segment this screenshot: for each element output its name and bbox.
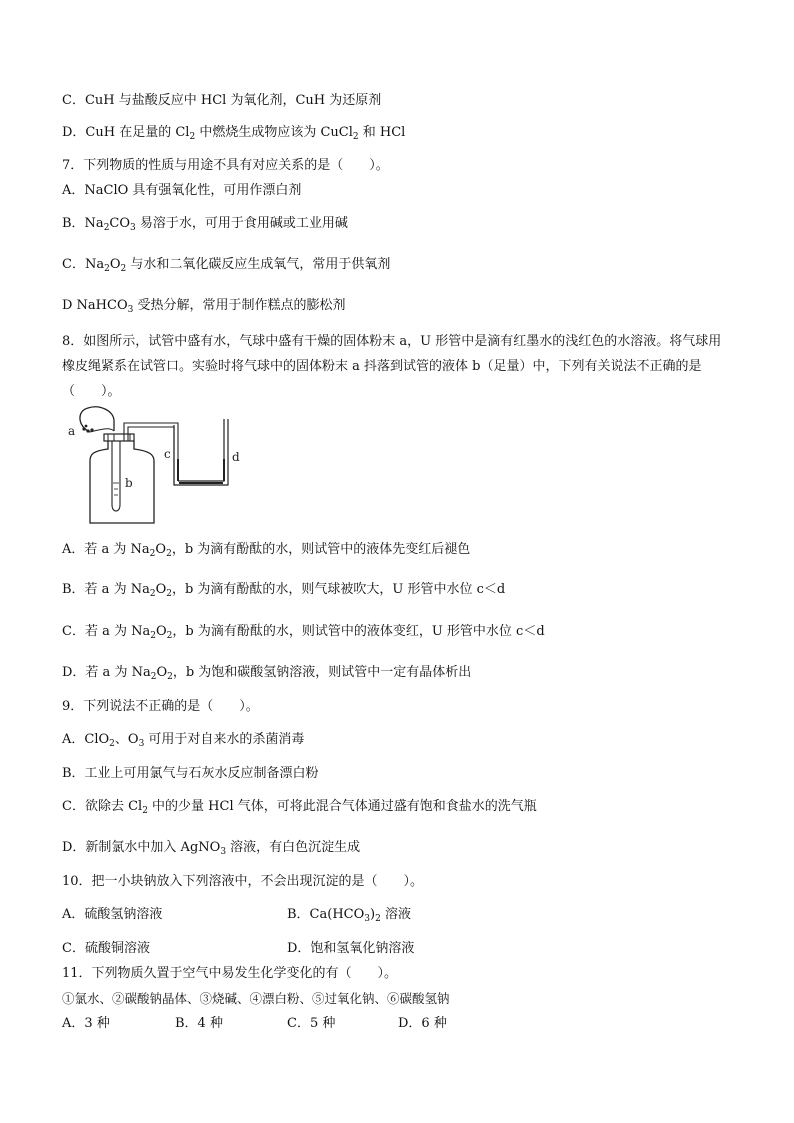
q7-option-b: B．$Na_2CO_3$ 易溶于水，可用于食用碱或工业用碱 bbox=[62, 216, 348, 233]
q11-stem: 11．下列物质久置于空气中易发生化学变化的有（ ）。 bbox=[62, 966, 398, 981]
q8-option-c: C．若 a 为 $Na_2O_2$，b 为滴有酚酞的水，则试管中的液体变红，U 形管中水位 c＜d bbox=[62, 624, 545, 641]
q11-option-b: B．4 种 bbox=[175, 1016, 223, 1031]
q11-option-d: D．6 种 bbox=[398, 1016, 447, 1031]
q8-option-b: B．若 a 为 $Na_2O_2$，b 为滴有酚酞的水，则气球被吹大，U 形管中水位 c＜d bbox=[62, 582, 506, 599]
q10-option-d: D．饱和氢氧化钠溶液 bbox=[287, 941, 415, 956]
label-b: b bbox=[125, 476, 133, 490]
q8-option-d: D．若 a 为 $Na_2O_2$，b 为饱和碳酸氢钠溶液，则试管中一定有晶体析出 bbox=[62, 665, 472, 682]
q7-stem: 7．下列物质的性质与用途不具有对应关系的是（ ）。 bbox=[62, 158, 389, 173]
q6-option-c: C．CuH 与盐酸反应中 HCl 为氧化剂，CuH 为还原剂 bbox=[62, 93, 382, 108]
label-a: a bbox=[68, 424, 76, 438]
q9-option-c: C．欲除去 $Cl_2$ 中的少量 HCl 气体，可将此混合气体通过盛有饱和食盐水的洗气瓶 bbox=[62, 799, 537, 816]
q6-option-d: D．CuH 在足量的 $Cl_2$ 中燃烧生成物应该为 CuCl$_2$ 和 HCl bbox=[62, 125, 406, 142]
q9-option-a: A．ClO$_2$、$O_3$ 可用于对自来水的杀菌消毒 bbox=[62, 732, 305, 749]
label-c: c bbox=[164, 447, 171, 461]
q10-option-a: A．硫酸氢钠溶液 bbox=[62, 907, 163, 922]
q9-stem: 9．下列说法不正确的是（ ）。 bbox=[62, 699, 259, 714]
q9-option-d: D．新制氯水中加入 AgNO$_3$ 溶液，有白色沉淀生成 bbox=[62, 840, 361, 857]
q7-option-a: A．NaClO 具有强氧化性，可用作漂白剂 bbox=[62, 183, 302, 198]
label-d: d bbox=[232, 450, 240, 464]
q8-stem: 8．如图所示，试管中盛有水，气球中盛有干燥的固体粉末 a，U 形管中是滴有红墨水的浅红色的水溶液。将气球用橡皮绳紧系在试管口。实验时将气球中的固体粉末 a 抖落到试管的液体 b（足量）中，下列有关说法不正确的是（ ）。 bbox=[62, 334, 722, 399]
q10-option-c: C．硫酸铜溶液 bbox=[62, 941, 150, 956]
q10-option-b: B．$Ca(HCO_3)_2$ 溶液 bbox=[287, 907, 411, 924]
apparatus-figure bbox=[62, 405, 252, 527]
q7-option-d: D NaHCO$_3$ 受热分解，常用于制作糕点的膨松剂 bbox=[62, 298, 346, 315]
q7-option-c: C．$Na_2O_2$ 与水和二氧化碳反应生成氧气，常用于供氧剂 bbox=[62, 257, 391, 274]
q11-option-c: C．5 种 bbox=[287, 1016, 336, 1031]
q8-option-a: A．若 a 为 $Na_2O_2$，b 为滴有酚酞的水，则试管中的液体先变红后褪色 bbox=[62, 542, 471, 559]
q11-items: ①氯水、②碳酸钠晶体、③烧碱、④漂白粉、⑤过氧化钠、⑥碳酸氢钠 bbox=[62, 991, 450, 1006]
q11-option-a: A．3 种 bbox=[62, 1016, 110, 1031]
q9-option-b: B．工业上可用氯气与石灰水反应制备漂白粉 bbox=[62, 766, 319, 781]
q10-stem: 10．把一小块钠放入下列溶液中，不会出现沉淀的是（ ）。 bbox=[62, 874, 424, 889]
